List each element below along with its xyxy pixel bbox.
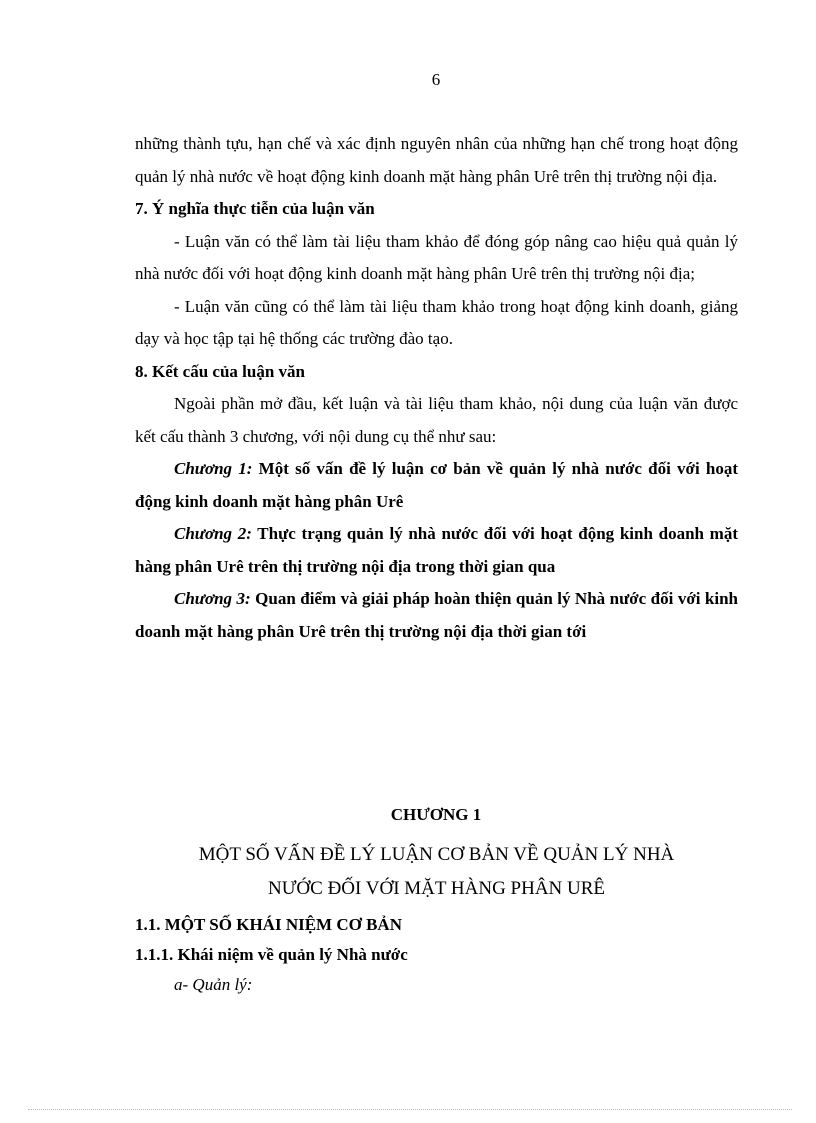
- page-bottom-divider: [28, 1109, 792, 1110]
- chapter-title-line-1: MỘT SỐ VẤN ĐỀ LÝ LUẬN CƠ BẢN VỀ QUẢN LÝ NHÀ: [198, 844, 675, 865]
- chapter-title: [135, 838, 738, 906]
- heading-section-8: 8. Kết cấu của luận văn: [135, 361, 306, 381]
- chapter-summary-label: Chương 1:: [174, 459, 253, 478]
- paragraph-continuation: những thành tựu, hạn chế và xác định nguyên nhân của những hạn chế trong hoạt động quản lý nhà nước về hoạt động kinh doanh mặt hàng phân Urê trên thị trường nội địa.: [135, 134, 738, 186]
- page-number: 6: [431, 70, 441, 89]
- bullet-paragraph-2: - Luận văn cũng có thể làm tài liệu tham khảo trong hoạt động kinh doanh, giảng dạy và học tập tại hệ thống các trường đào tạo.: [135, 296, 738, 348]
- structure-intro-paragraph: Ngoài phần mở đầu, kết luận và tài liệu tham khảo, nội dung của luận văn được kết cấu thành 3 chương, với nội dung cụ thể như sau:: [135, 394, 738, 446]
- heading-section-7: 7. Ý nghĩa thực tiễn của luận văn: [135, 199, 375, 218]
- chapter-label: CHƯƠNG 1: [390, 805, 482, 824]
- chapter-summary-1: [135, 453, 738, 518]
- body-content: [135, 128, 738, 648]
- section-heading-1-1-1: 1.1.1. Khái niệm về quản lý Nhà nước: [135, 945, 408, 964]
- chapter-title-line-2: NƯỚC ĐỐI VỚI MẶT HÀNG PHÂN URÊ: [267, 878, 606, 899]
- chapter-summary-label: Chương 2:: [174, 524, 252, 543]
- chapter-summary-3: [135, 583, 738, 648]
- chapter-summary-2: [135, 518, 738, 583]
- bullet-paragraph-1: - Luận văn có thể làm tài liệu tham khảo để đóng góp nâng cao hiệu quả quản lý nhà nước đối với hoạt động kinh doanh mặt hàng phân Urê trên thị trường nội địa;: [135, 231, 738, 283]
- subsection-a: a- Quản lý:: [174, 975, 253, 994]
- chapter-summary-text: Một số vấn đề lý luận cơ bản về quản lý nhà nước đối với hoạt động kinh doanh mặt hàng phân Urê: [135, 459, 738, 511]
- chapter-summary-text: Quan điểm và giải pháp hoàn thiện quản lý Nhà nước đối với kinh doanh mặt hàng phân Urê trên thị trường nội địa thời gian tới: [135, 589, 738, 641]
- chapter-summary-text: Thực trạng quản lý nhà nước đối với hoạt động kinh doanh mặt hàng phân Urê trên thị trường nội địa trong thời gian qua: [135, 524, 739, 576]
- chapter-summary-label: Chương 3:: [174, 589, 251, 608]
- section-heading-1-1: 1.1. MỘT SỐ KHÁI NIỆM CƠ BẢN: [135, 915, 402, 934]
